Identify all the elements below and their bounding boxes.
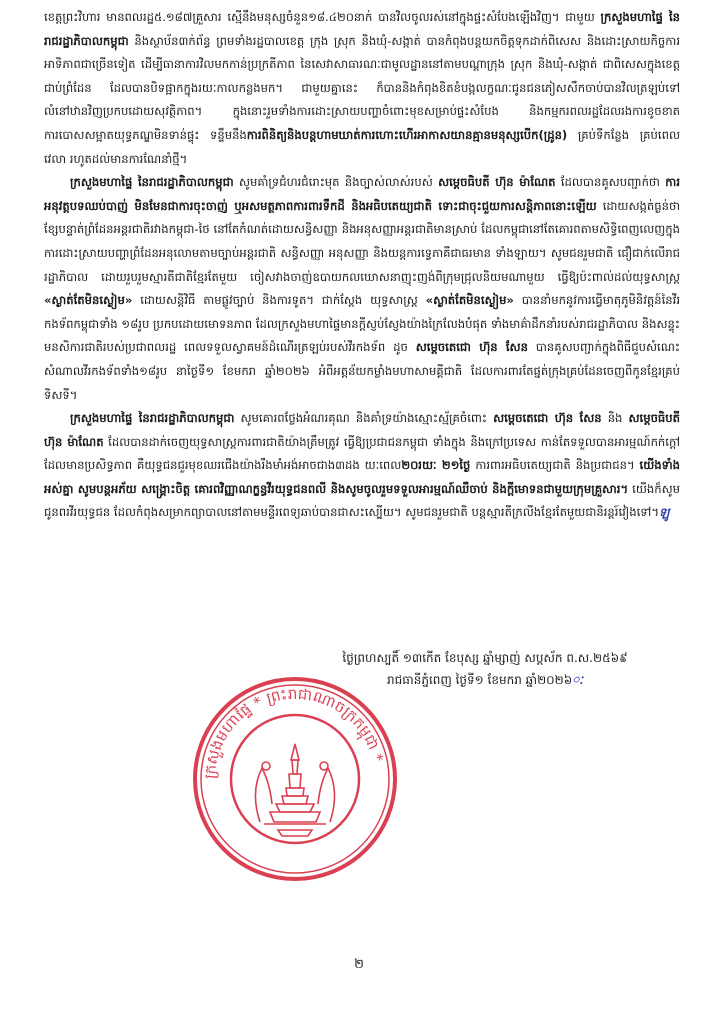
paragraph-2	[44, 171, 680, 407]
text-run: ដោយសន្តិវិធី តាមផ្លូវច្បាប់ និងការទូត។ ជាក់ស្តែង យុទ្ធសាស្ត្រ	[132, 293, 426, 308]
bold-text-run: ក្រសួងមហាផ្ទៃ នៃរាជរដ្ឋាភិបាលកម្ពុជា	[44, 10, 680, 48]
text-run: និង	[601, 411, 629, 426]
bold-text-run: ក្រសួងមហាផ្ទៃ នៃរាជរដ្ឋាភិបាលកម្ពុជា	[70, 175, 234, 190]
bold-text-run: ក្រសួងមហាផ្ទៃ នៃរាជរដ្ឋាភិបាលកម្ពុជា	[70, 411, 235, 426]
lunar-date: ថ្ងៃព្រហស្បតិ៍ ១៣កើត ខែបុស្ស ឆ្នាំម្សាញ់ សប្តស័ក ព.ស.២៥៦៩	[342, 651, 628, 665]
text-run: យើងក៏សូមជូនពរវីរយុទ្ធជន ដែលកំពុងសម្រាកព្យាបាលនៅតាមមន្ទីរពេទ្យឆាប់បានជាសះស្បើយ។ សូមជនរួមជាតិ បន្តស្មារតីក្រលីងខ្មែរតែមួយជានិរន្តរ៍វៀងទៅ។	[44, 481, 680, 520]
bold-text-run: សម្តេចតេជោ ហ៊ុន សែន	[493, 411, 602, 426]
bold-text-run: សម្តេចតេជោ ហ៊ុន សែន	[415, 340, 528, 355]
bold-text-run: ២០រយៈ ២១ថ្ងៃ	[401, 458, 471, 473]
bold-text-run: «ស្ងាត់តែមិនស្ងៀម»	[44, 293, 133, 308]
text-run: សូមគាំទ្រជំហរជំរោះមុត និងច្បាស់លាស់របស់	[233, 175, 439, 190]
text-run: បានគូសបញ្ជាក់ក្នុងពិធីជួបសំណេះសំណាលវីរកងទ័ពទាំង១៨រូប នាថ្ងៃទី១ ខែមករា ឆ្នាំ២០២៦ អំពីអត្តន័យកម្លាំងមហាសាមគ្គីជាតិ ដែលការពារតែផ្នត់ក្រុងគ្រប់ដែនចេញពីកូនខ្មែរគ្រប់ទិសទី។	[44, 340, 680, 402]
text-run: ដែលបានដាក់ចេញយុទ្ធសាស្ត្រការពារជាតិយ៉ាងត្រឹមត្រូវ ធ្វើឱ្យប្រជាជនកម្ពុជា ទាំងក្នុង និងក្រៅប្រទេស កាន់តែទទួលបានអារម្មណ៍កក់ក្តៅ ដែលមានប្រសិទ្ធភាព គឺយុទ្ធជនជួរមុខឈរជើងយ៉ាងរឹងមាំអង់អាចជាង៣ដង យៈពេល	[44, 434, 680, 473]
text-run: ខេត្តព្រះវិហារ មានពលរដ្ឋ៥.១៨៧គ្រួសារ ស្មើនឹងមនុស្សចំនួន១៨.៤២០នាក់ បានវិលចូលរស់នៅក្នុងផ្ទះសំបែងឡើងវិញ។ ជាមួយ	[44, 10, 601, 24]
seal-ring-text: ក្រសួងមហាផ្ទៃ * ព្រះរាជាណាចក្រកម្ពុជា *	[200, 684, 387, 780]
bold-text-run: ការអនុវត្តបទឈប់បាញ់ មិនមែនជាការចុះចាញ់ ឬអសមត្ថភាពការពារទឹកដី និងអធិបតេយ្យជាតិ ទោះជាចុះជួយការសន្តិភាពនោះឡើយ	[44, 175, 680, 213]
bold-text-run: ការពិនិត្យនិងបន្តហាមឃាត់ការហោះហើរអាកាសយានគ្មានមនុស្សបើក(ដ្រូន)	[246, 127, 568, 142]
text-run: ដែលបានគូសបញ្ជាក់ថា	[555, 175, 666, 190]
royal-emblem	[255, 744, 334, 836]
handwritten-initials: ឡូ	[658, 505, 670, 520]
text-run: គ្រប់ទីកន្លែង គ្រប់ពេលវេលា រហូតដល់មានការណែនាំថ្មី។	[44, 127, 680, 166]
letter-body	[44, 6, 680, 525]
text-run: សូមគោរពថ្លែងអំណរគុណ និងគាំទ្រយ៉ាងស្មោះស្ម័គ្រចំពោះ	[234, 411, 494, 426]
bold-text-run: យើងទាំងអស់គ្នា សូមបន្តអភ័យ សង្រ្គោះចិត្ត គោរពវិញ្ញាណក្ខន្ធវីរយុទ្ធជនពលី និងសូមចូលរួមទទួលអារម្មណ៍ឈឺចាប់ និងក្តីមោទនជាមួយក្រុមគ្រួសារ។	[44, 458, 681, 496]
text-run: និងស្ថាប័ន៣ក់ព័ន្ធ ព្រមទាំងរដ្ឋបាលខេត្ត ក្រុង ស្រុក និងឃុំ-សង្កាត់ បានកំពុងបន្តយកចិត្តទុកដាក់ពិសេស និងដោះស្រាយកិច្ចការអាទិភាពជាច្រើនទៀត ដើម្បីធានាការវិលមកកាន់ប្រក្រតីភាព នៃសេវាសាធារណៈជាមូលដ្ឋាននៅតាមបណ្តាក្រុង ស្រុក និងឃុំ-សង្កាត់ ជាពិសេសក្នុងខេត្តជាប់ព្រំដែន ដែលបានបិទផ្អាកក្នុងរយៈកាលកន្លងមក។ ជាមួយគ្នានេះ ក៏បាននិងកំពុងខិតខំបង្កលក្ខណៈជូនជនភៀសសឹកចាប់បានវិលត្រឡប់ទៅលំនៅឋានវិញប្រកបដោយសុវត្ថិភាព។ ក្នុងនោះរួមទាំងការដោះស្រាយបញ្ហាចំពោះមុខសម្រាប់ផ្ទះសំបែង និងកម្មករពលរដ្ឋដែលរងការខូចខាត ការបោសសម្អាតយុទ្ធភណ្ឌមិនទាន់ផ្ទុះ ទន្ទឹមនឹង	[44, 33, 680, 142]
text-run: បាននាំមកនូវការធ្វើមាតុភូមិនិវត្តន៍នៃវីរកងទ័ពកម្ពុជាទាំង ១៨រូប ប្រកបដោយមោទនភាព ដែលក្រសួងមហាផ្ទៃមានក្តីស្ញប់ស្ញែងយ៉ាងក្រៃលែងបំផុត ទាំងមាគ៌ាដឹកនាំរបស់រាជរដ្ឋាភិបាល និងសន្ទុះមនសិការជាតិរបស់ប្រជាពលរដ្ឋ ពេលទទួលស្វាគមន៍ដំណើរត្រឡប់របស់វីរកងទ័ព ដូច	[44, 293, 680, 355]
text-run: ដោយសង្កត់ធ្ងន់ថា ខ្សែបន្ទាត់ព្រំដែនអន្តរជាតិរវាងកម្ពុជា-ថៃ នៅតែកំណត់ដោយសន្ធិសញ្ញា និងអនុសញ្ញាអន្តរជាតិមានស្រាប់ ដែលកម្ពុជានៅតែគោរពតាមសិទ្ធិពេញលេញក្នុងការដោះស្រាយបញ្ហាព្រំដែនអនុលោមតាមច្បាប់អន្តរជាតិ សន្ធិសញ្ញា អនុសញ្ញា និងយន្តការទ្វេភាគីជាធរមាន ទាំងឡាយ។ សូមជនរួមជាតិ ជឿជាក់លើរាជរដ្ឋាភិបាល ដោយរួបរួមស្មារតីជាតិខ្មែរតែមួយ ចៀសវាងចាញ់ឧបាយកលឃោសនាញុះញង់ពីក្រុមជ្រុលនិយមណាមួយ ធ្វើឱ្យប៉ះពាល់ដល់យុទ្ធសាស្ត្រ	[44, 198, 680, 284]
svg-text:ក្រសួងមហាផ្ទៃ * ព្រះរាជាណាចក្រ	[201, 685, 387, 780]
bold-text-run: «ស្ងាត់តែមិនស្ងៀម»	[425, 293, 514, 308]
page-number: ២	[354, 957, 364, 972]
bold-text-run: សម្តេចធិបតី ហ៊ុន ម៉ាណែត	[438, 175, 556, 190]
date-initials-handwritten: ៈ	[572, 673, 583, 687]
paragraph-1	[44, 6, 680, 171]
solar-date-text: រាជធានីភ្នំពេញ ថ្ងៃទី១ ខែមករា ឆ្នាំ២០២៦	[387, 673, 573, 687]
paragraph-3	[44, 407, 680, 525]
text-run: ការពារអធិបតេយ្យជាតិ និងប្រជាជន។	[470, 458, 640, 473]
official-seal-stamp	[188, 672, 402, 886]
bold-text-run: សម្តេចធិបតី ហ៊ុន ម៉ាណែត	[44, 411, 681, 449]
